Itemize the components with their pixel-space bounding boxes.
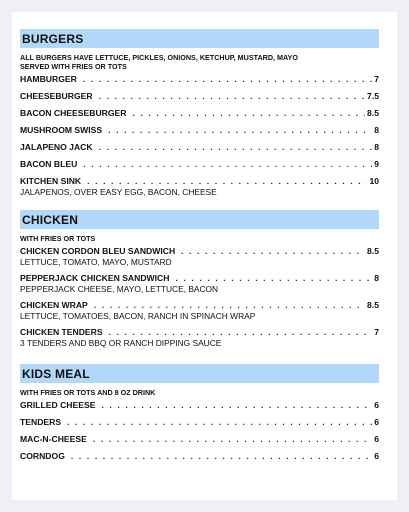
item-description: LETTUCE, TOMATOES, BACON, RANCH IN SPINACH WRAP xyxy=(20,311,256,321)
item-name: CHICKEN TENDERS xyxy=(20,327,103,337)
item-price: 9 xyxy=(374,159,379,169)
item-price: 6 xyxy=(374,434,379,444)
item-price: 8.5 xyxy=(367,300,379,310)
menu-item xyxy=(20,74,379,85)
leader-dots xyxy=(181,246,365,257)
leader-dots xyxy=(101,400,372,411)
menu-item xyxy=(20,434,379,445)
menu-item xyxy=(20,91,379,102)
item-name: MAC-N-CHEESE xyxy=(20,434,87,444)
menu-item xyxy=(20,451,379,462)
item-price: 6 xyxy=(374,451,379,461)
leader-dots xyxy=(108,125,372,136)
leader-dots xyxy=(71,451,372,462)
item-price: 7 xyxy=(374,74,379,84)
leader-dots xyxy=(99,142,373,153)
menu-item xyxy=(20,176,379,198)
menu-item xyxy=(20,159,379,170)
item-price: 10 xyxy=(369,176,379,186)
item-name: BACON CHEESEBURGER xyxy=(20,108,127,118)
section-title: KIDS MEAL xyxy=(20,364,379,383)
item-price: 6 xyxy=(374,400,379,410)
menu-item xyxy=(20,327,379,349)
leader-dots xyxy=(99,91,365,102)
leader-dots xyxy=(132,108,365,119)
item-description: JALAPENOS, OVER EASY EGG, BACON, CHEESE xyxy=(20,187,217,197)
section-note: ALL BURGERS HAVE LETTUCE, PICKLES, ONIONS, KETCHUP, MUSTARD, MAYO SERVED WITH FRIES OR TOTS xyxy=(20,53,298,71)
item-price: 8 xyxy=(374,125,379,135)
leader-dots xyxy=(83,159,372,170)
item-description: 3 TENDERS AND BBQ OR RANCH DIPPING SAUCE xyxy=(20,338,222,348)
item-name: CHEESEBURGER xyxy=(20,91,93,101)
item-name: MUSHROOM SWISS xyxy=(20,125,103,135)
menu-item xyxy=(20,300,379,322)
item-price: 6 xyxy=(374,417,379,427)
item-name: JALAPENO JACK xyxy=(20,142,93,152)
item-price: 7 xyxy=(374,327,379,337)
menu-item xyxy=(20,273,379,295)
section-note: WITH FRIES OR TOTS xyxy=(20,234,96,243)
section-title: CHICKEN xyxy=(20,210,379,229)
item-name: GRILLED CHEESE xyxy=(20,400,96,410)
menu-item xyxy=(20,142,379,153)
leader-dots xyxy=(109,327,373,338)
item-price: 8.5 xyxy=(367,108,379,118)
leader-dots xyxy=(175,273,372,284)
menu-item xyxy=(20,125,379,136)
leader-dots xyxy=(94,300,365,311)
menu-item xyxy=(20,417,379,428)
section-chicken xyxy=(20,210,379,348)
item-name: PEPPERJACK CHICKEN SANDWICH xyxy=(20,273,170,283)
item-price: 7.5 xyxy=(367,91,379,101)
section-title: BURGERS xyxy=(20,29,379,48)
item-description: PEPPERJACK CHEESE, MAYO, LETTUCE, BACON xyxy=(20,284,219,294)
item-name: CORNDOG xyxy=(20,451,65,461)
section-kids-meal xyxy=(20,364,379,461)
leader-dots xyxy=(87,176,367,187)
section-note: WITH FRIES OR TOTS AND 8 OZ DRINK xyxy=(20,388,156,397)
section-burgers xyxy=(20,29,379,197)
item-name: BACON BLEU xyxy=(20,159,78,169)
leader-dots xyxy=(67,417,372,428)
item-name: HAMBURGER xyxy=(20,74,77,84)
leader-dots xyxy=(83,74,372,85)
menu-item xyxy=(20,400,379,411)
item-price: 8 xyxy=(374,142,379,152)
item-price: 8 xyxy=(374,273,379,283)
leader-dots xyxy=(93,434,372,445)
item-name: CHICKEN WRAP xyxy=(20,300,88,310)
item-description: LETTUCE, TOMATO, MAYO, MUSTARD xyxy=(20,257,172,267)
item-name: KITCHEN SINK xyxy=(20,176,82,186)
menu-item xyxy=(20,108,379,119)
item-name: TENDERS xyxy=(20,417,62,427)
item-price: 8.5 xyxy=(367,246,379,256)
item-name: CHICKEN CORDON BLEU SANDWICH xyxy=(20,246,176,256)
menu-item xyxy=(20,246,379,268)
